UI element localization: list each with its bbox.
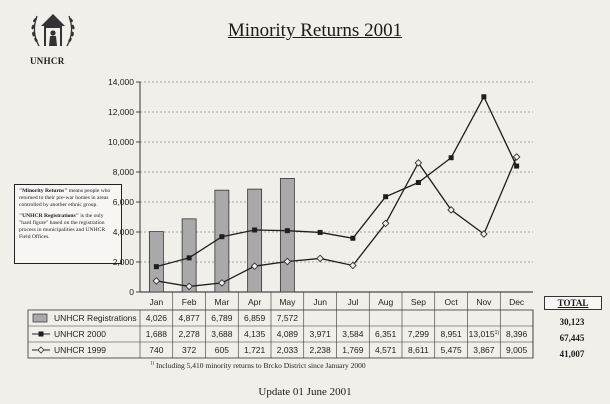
data-label: 1,688	[145, 329, 168, 339]
total-registrations: 30,123	[559, 317, 585, 327]
footnote-text: Including 5,410 minority returns to Brcko District since January 2000	[154, 361, 366, 370]
series-line	[156, 157, 516, 286]
note-term-minority-returns: "Minority Returns"	[19, 188, 68, 194]
footnote-marker: 1)	[150, 361, 155, 367]
data-label: 5,475	[440, 345, 462, 355]
data-label: 4,571	[374, 345, 397, 355]
data-point-diamond	[513, 154, 519, 160]
data-point-square	[219, 234, 224, 239]
x-tick-label: Jun	[313, 297, 327, 307]
x-tick-label: Apr	[248, 297, 262, 307]
data-label: 6,859	[243, 313, 266, 323]
data-label: 9,005	[505, 345, 528, 355]
data-point-square	[514, 164, 519, 169]
data-label: 4,026	[145, 313, 168, 323]
x-tick-label: Oct	[444, 297, 458, 307]
data-label: 13,015$^{1)}$	[468, 329, 500, 339]
footnote	[150, 361, 366, 370]
x-tick-label: Sep	[410, 297, 426, 307]
data-label: 8,611	[408, 345, 429, 355]
org-name: UNHCR	[30, 56, 65, 66]
data-label: 7,299	[407, 329, 430, 339]
legend-label: UNHCR 1999	[54, 345, 106, 355]
data-label: 4,135	[243, 329, 266, 339]
data-point-square	[154, 264, 159, 269]
x-tick-label: Feb	[181, 297, 197, 307]
data-point-square	[416, 180, 421, 185]
note-term-registrations: "UNHCR Registrations"	[19, 212, 79, 219]
note-text-registrations: is the only "hard figure" based on the registration process in municipalities and UNHCR Field Offices.	[19, 212, 106, 240]
data-point-square	[252, 227, 257, 232]
data-label: 6,351	[374, 329, 397, 339]
y-tick-label: 10,000	[108, 137, 134, 147]
total-header: TOTAL	[544, 296, 602, 310]
x-tick-label: Nov	[476, 297, 492, 307]
data-label: 6,789	[211, 313, 233, 323]
bar	[215, 190, 229, 292]
y-tick-label: 12,000	[108, 107, 134, 117]
x-tick-label: Dec	[509, 297, 525, 307]
data-label: 3,688	[211, 329, 233, 339]
data-label: 740	[149, 345, 164, 355]
legend-key-bar	[33, 314, 47, 322]
data-label: 2,278	[178, 329, 200, 339]
data-label: 1,769	[342, 345, 364, 355]
x-tick-label: Jan	[149, 297, 164, 307]
bar	[280, 178, 294, 292]
data-label: 372	[182, 345, 197, 355]
data-label: 3,867	[473, 345, 495, 355]
data-label: 7,572	[276, 313, 299, 323]
data-point-square	[481, 94, 486, 99]
data-point-square	[285, 228, 290, 233]
x-tick-label: Aug	[378, 297, 394, 307]
legend-label: UNHCR Registrations	[54, 313, 137, 323]
chart-title: Minority Returns 2001	[227, 20, 403, 41]
y-tick-label: 6,000	[112, 197, 134, 207]
total-2000: 67,445	[559, 333, 585, 343]
data-point-square	[350, 236, 355, 241]
x-tick-label: Mar	[214, 297, 230, 307]
data-label: 3,584	[342, 329, 364, 339]
data-label: 4,877	[178, 313, 200, 323]
y-tick-label: 2,000	[112, 257, 134, 267]
x-tick-label: May	[279, 297, 296, 307]
update-date: Update 01 June 2001	[258, 386, 352, 398]
y-tick-label: 0	[129, 287, 134, 297]
data-label: 4,089	[276, 329, 299, 339]
total-1999: 41,007	[559, 349, 585, 359]
data-label: 2,238	[309, 345, 331, 355]
y-tick-label: 4,000	[112, 227, 134, 237]
data-label: 605	[214, 345, 229, 355]
data-point-square	[318, 230, 323, 235]
y-tick-label: 8,000	[112, 167, 134, 177]
data-point-square	[449, 155, 454, 160]
data-label: 1,721	[243, 345, 266, 355]
legend-key-diamond	[38, 347, 44, 353]
y-tick-label: 14,000	[108, 77, 134, 87]
bar	[248, 189, 262, 292]
data-point-diamond	[317, 255, 323, 261]
series-line	[156, 97, 516, 267]
x-tick-label: Jul	[347, 297, 359, 307]
data-label: 3,971	[309, 329, 331, 339]
legend-key-square	[39, 332, 44, 337]
data-point-square	[383, 194, 388, 199]
data-point-square	[187, 255, 192, 260]
legend-label: UNHCR 2000	[54, 329, 106, 339]
data-label: 8,396	[505, 329, 528, 339]
data-label: 2,033	[276, 345, 299, 355]
note-text-minority-returns: means people who returned to their pre-war homes in areas controlled by another ethnic group.	[19, 188, 111, 208]
footnote-ref: 1)	[494, 330, 500, 336]
data-label: 8,951	[440, 329, 462, 339]
